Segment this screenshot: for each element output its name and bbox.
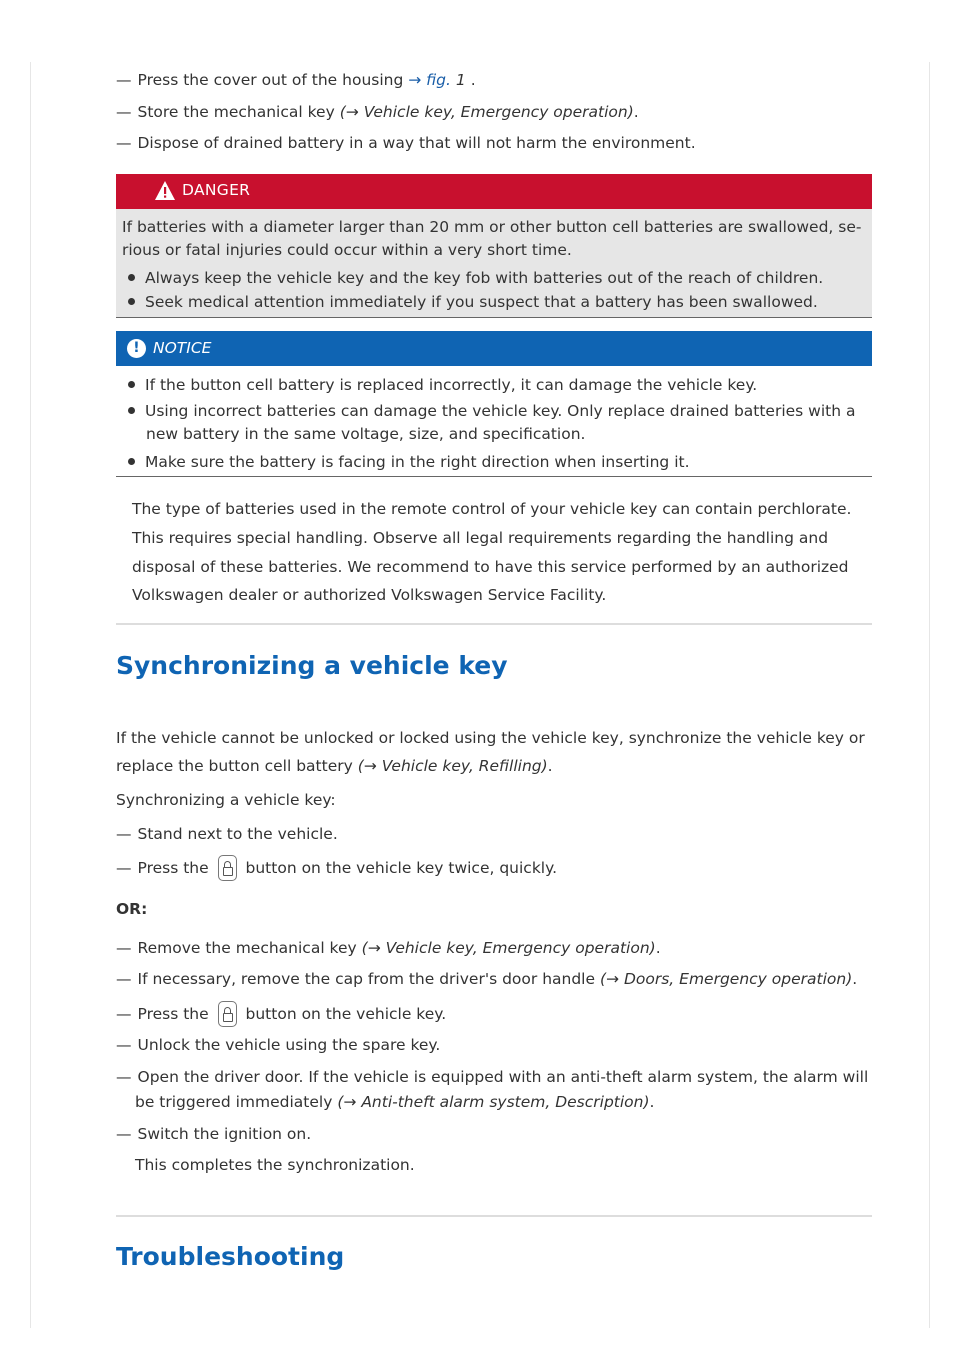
bullet-dot-icon xyxy=(128,274,135,281)
env-note-line: The type of batteries used in the remote control of your vehicle key can contain perchlorate. xyxy=(132,500,852,518)
sync-alt-open-door: — Open the driver door. If the vehicle is equipped with an anti-theft alarm system, the alarm will xyxy=(116,1068,869,1086)
danger-bullet: Always keep the vehicle key and the key fob with batteries out of the reach of children. xyxy=(128,267,823,290)
bullet-dot-icon xyxy=(128,458,135,465)
ref-emergency-operation[interactable]: (→ Vehicle key, Emergency operation) xyxy=(339,103,634,121)
ref-anti-theft[interactable]: (→ Anti-theft alarm system, Description) xyxy=(337,1093,650,1111)
sync-step-press-twice: — Press the button on the vehicle key twice, quickly. xyxy=(116,855,557,881)
danger-label: DANGER xyxy=(182,181,251,199)
fig-link[interactable]: → fig. 1 xyxy=(408,71,466,89)
danger-text-line1: If batteries with a diameter larger than 20 mm or other button cell batteries are swallowed, se- xyxy=(122,218,862,236)
sync-alt-remove-key: — Remove the mechanical key (→ Vehicle key, Emergency operation). xyxy=(116,939,661,957)
ref-refilling[interactable]: (→ Vehicle key, Refilling) xyxy=(357,757,548,775)
sync-intro-line2: replace the button cell battery (→ Vehicle key, Refilling). xyxy=(116,757,553,775)
lock-button-icon xyxy=(218,1001,237,1027)
notice-bullet-continued: new battery in the same voltage, size, and specification. xyxy=(146,425,586,443)
sync-alt-ignition: — Switch the ignition on. xyxy=(116,1125,312,1143)
or-label: OR: xyxy=(116,900,148,918)
notice-header xyxy=(116,331,872,366)
page-frame-left xyxy=(30,62,31,1328)
sync-alt-press-button: — Press the button on the vehicle key. xyxy=(116,1001,446,1027)
step-store-key: — Store the mechanical key (→ Vehicle key, Emergency operation). xyxy=(116,103,639,121)
sync-alt-open-door-cont: be triggered immediately (→ Anti-theft alarm system, Description). xyxy=(135,1093,655,1111)
page-frame-right xyxy=(929,62,930,1328)
sync-intro-label: Synchronizing a vehicle key: xyxy=(116,791,336,809)
notice-body xyxy=(116,366,872,477)
section-divider xyxy=(116,1215,872,1217)
env-note-line: Volkswagen dealer or authorized Volkswagen Service Facility. xyxy=(132,586,607,604)
sync-alt-unlock: — Unlock the vehicle using the spare key. xyxy=(116,1036,441,1054)
notice-label: NOTICE xyxy=(153,339,212,357)
danger-body xyxy=(116,209,872,318)
env-note-line: This requires special handling. Observe all legal requirements regarding the handling and xyxy=(132,529,829,547)
ref-doors-emergency[interactable]: (→ Doors, Emergency operation) xyxy=(599,970,853,988)
exclamation-circle-icon: ! xyxy=(127,339,146,358)
step-dispose-battery: — Dispose of drained battery in a way that will not harm the environment. xyxy=(116,134,696,152)
lock-button-icon xyxy=(218,855,237,881)
sync-alt-remove-cap: — If necessary, remove the cap from the driver's door handle (→ Doors, Emergency operation). xyxy=(116,970,858,988)
step-press-cover: — Press the cover out of the housing → fig. 1 . xyxy=(116,71,476,89)
notice-bullet: Make sure the battery is facing in the right direction when inserting it. xyxy=(128,451,690,474)
sync-intro-line1: If the vehicle cannot be unlocked or locked using the vehicle key, synchronize the vehicle key or xyxy=(116,729,865,747)
sync-result: This completes the synchronization. xyxy=(135,1156,415,1174)
notice-bullet: Using incorrect batteries can damage the vehicle key. Only replace drained batteries with a xyxy=(128,400,856,423)
danger-bullet: Seek medical attention immediately if you suspect that a battery has been swallowed. xyxy=(128,291,818,314)
danger-text-line2: rious or fatal injuries could occur within a very short time. xyxy=(122,241,572,259)
danger-header xyxy=(116,174,872,209)
bullet-dot-icon xyxy=(128,298,135,305)
warning-triangle-icon xyxy=(154,180,176,202)
bullet-dot-icon xyxy=(128,407,135,414)
bullet-dot-icon xyxy=(128,381,135,388)
section-heading-troubleshooting: Troubleshooting xyxy=(116,1242,345,1271)
notice-bullet: If the button cell battery is replaced incorrectly, it can damage the vehicle key. xyxy=(128,374,757,397)
sync-step-stand: — Stand next to the vehicle. xyxy=(116,825,338,843)
section-heading-sync: Synchronizing a vehicle key xyxy=(116,651,508,680)
env-note-line: disposal of these batteries. We recommend to have this service performed by an authorized xyxy=(132,558,849,576)
ref-emergency-operation[interactable]: (→ Vehicle key, Emergency operation) xyxy=(361,939,656,957)
section-divider xyxy=(116,623,872,625)
